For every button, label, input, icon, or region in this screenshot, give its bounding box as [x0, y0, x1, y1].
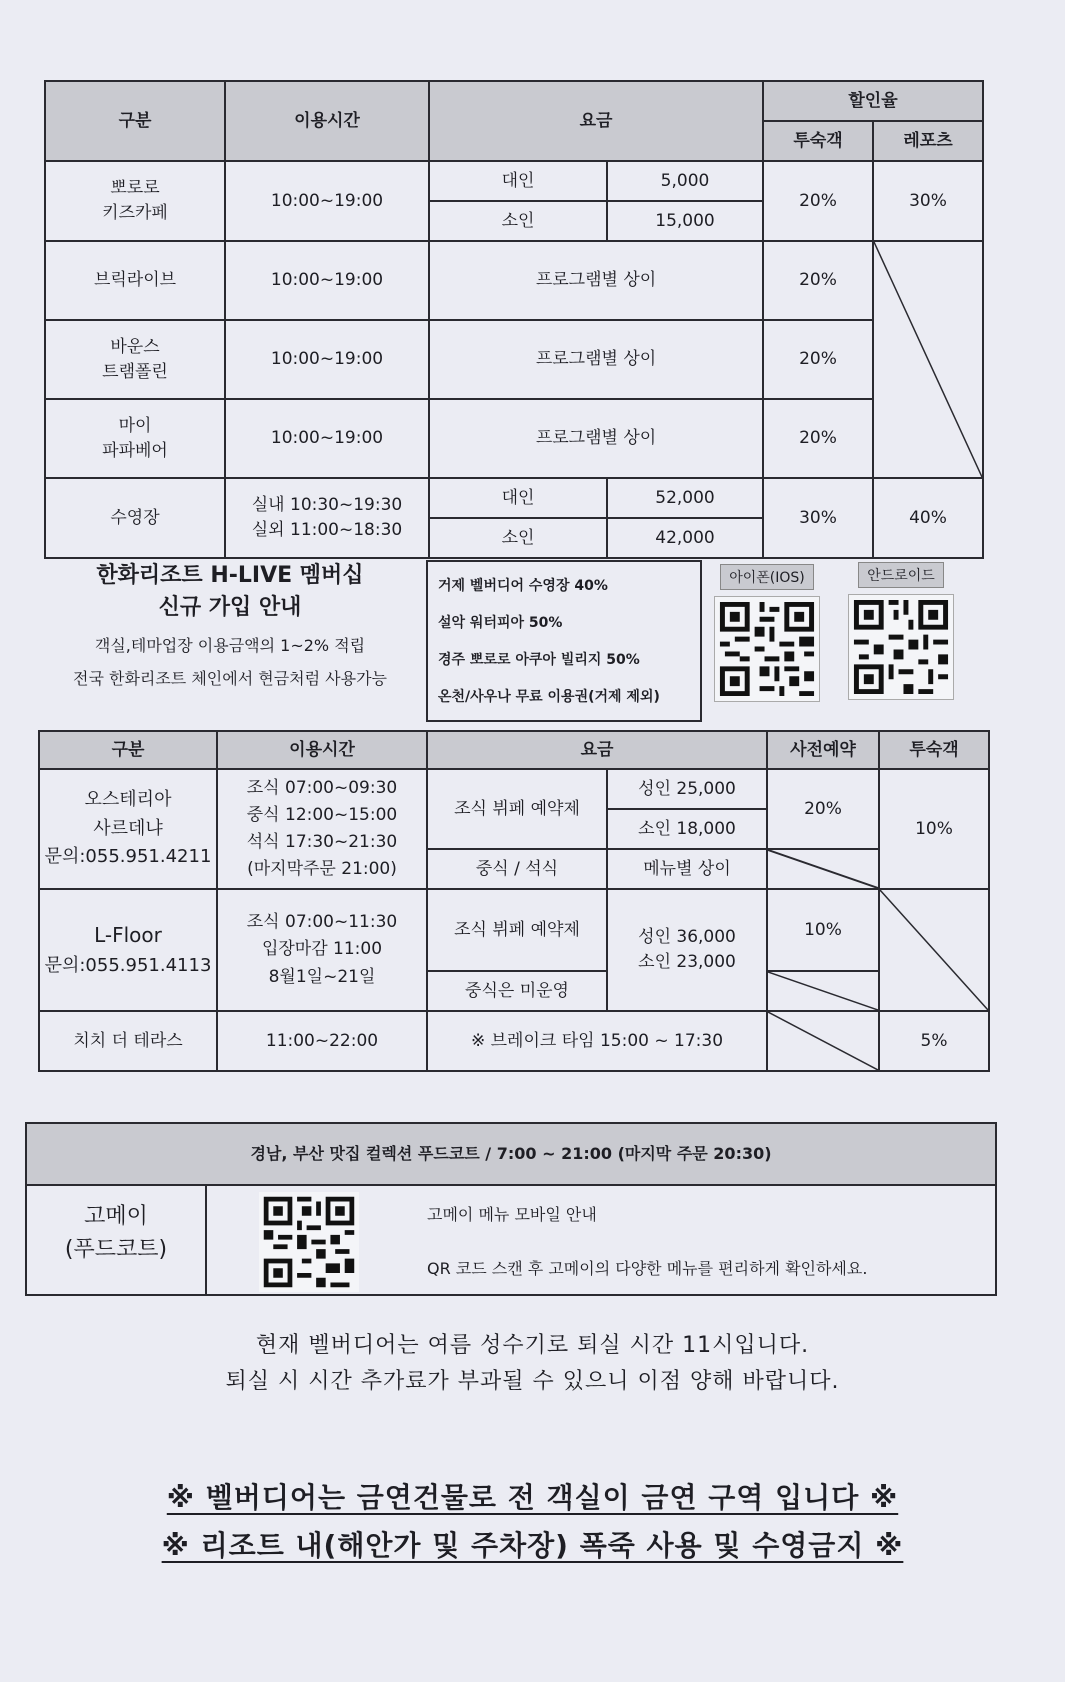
- row-bounce-guest: 20%: [763, 320, 873, 399]
- row-brick-guest: 20%: [763, 241, 873, 320]
- dining-table: [38, 730, 990, 1072]
- benefit-item: 온천/사우나 무료 이용권(거제 제외): [438, 689, 660, 705]
- benefit-item: 설악 워터피아 50%: [438, 615, 563, 631]
- membership-title: 한화리조트 H-LIVE 멤버십: [96, 563, 364, 588]
- row-papa-hours: 10:00~19:00: [225, 399, 429, 478]
- row-pool-name: 수영장: [45, 478, 225, 558]
- row-pool-child-price: 42,000: [607, 518, 763, 558]
- dining-header-hours: 이용시간: [217, 731, 427, 769]
- ostria-lunch: 중식 / 석식: [427, 849, 607, 889]
- header-sports: 레포츠: [873, 121, 983, 161]
- row-pororo-sports: 30%: [873, 161, 983, 241]
- membership-line1: 객실,테마업장 이용금액의 1~2% 적립: [94, 635, 366, 655]
- chichi-guest: 5%: [879, 1011, 989, 1071]
- diagonal-strike-icon: [768, 1012, 878, 1070]
- activity-table: [44, 80, 984, 559]
- row-pool-adult-label: 대인: [429, 478, 607, 518]
- diagonal-strike-icon: [768, 972, 878, 1010]
- foodcourt-text2: QR 코드 스캔 후 고메이의 다양한 메뉴를 편리하게 확인하세요.: [427, 1259, 868, 1278]
- row-papa-name: 마이 파파베어: [45, 399, 225, 478]
- row-bounce-hours: 10:00~19:00: [225, 320, 429, 399]
- dining-header-category: 구분: [39, 731, 217, 769]
- dining-header-guest: 투숙객: [879, 731, 989, 769]
- qr-code-icon[interactable]: [714, 596, 820, 702]
- diagonal-strike-icon: [768, 850, 878, 888]
- row-pororo-name: 뽀로로 키즈카페: [45, 161, 225, 241]
- row-bounce-name: 바운스 트램폴린: [45, 320, 225, 399]
- chichi-name: 치치 더 테라스: [39, 1011, 217, 1071]
- benefit-item: 경주 뽀로로 아쿠아 빌리지 50%: [438, 652, 640, 668]
- qr-android-label: 안드로이드: [858, 562, 944, 588]
- foodcourt-box: [25, 1122, 997, 1296]
- ostria-name: 오스테리아 사르데냐 문의:055.951.4211: [39, 769, 217, 889]
- row-pool-sports: 40%: [873, 478, 983, 558]
- membership-line2: 전국 한화리조트 체인에서 현금처럼 사용가능: [72, 668, 387, 688]
- membership-subtitle: 신규 가입 안내: [158, 594, 302, 620]
- row-pororo-child-label: 소인: [429, 201, 607, 241]
- row-brick-price: 프로그램별 상이: [429, 241, 763, 320]
- header-discount: 할인율: [763, 81, 983, 121]
- row-pororo-child-price: 15,000: [607, 201, 763, 241]
- header-guest: 투숙객: [763, 121, 873, 161]
- qr-code-icon[interactable]: [259, 1192, 359, 1292]
- no-smoking-warning: ※ 벨버디어는 금연건물로 전 객실이 금연 구역 입니다 ※: [166, 1481, 899, 1514]
- header-hours: 이용시간: [225, 81, 429, 161]
- lfloor-reserve: 10%: [767, 889, 879, 971]
- row-pororo-guest: 20%: [763, 161, 873, 241]
- row-brick-hours: 10:00~19:00: [225, 241, 429, 320]
- foodcourt-header: 경남, 부산 맛집 컬렉션 푸드코트 / 7:00 ~ 21:00 (마지막 주문 20:30): [27, 1124, 995, 1186]
- diagonal-strike-icon: [880, 890, 988, 1010]
- row-brick-name: 브릭라이브: [45, 241, 225, 320]
- qr-android-block: [846, 562, 956, 704]
- row-pool-child-label: 소인: [429, 518, 607, 558]
- ostria-hours: 조식 07:00~09:30 중식 12:00~15:00 석식 17:30~21:30 (마지막주문 21:00): [217, 769, 427, 889]
- lfloor-buffet: 조식 뷔페 예약제: [427, 889, 607, 971]
- ostria-menu: 메뉴별 상이: [607, 849, 767, 889]
- ostria-adult: 성인 25,000: [607, 769, 767, 809]
- lfloor-prices: 성인 36,000 소인 23,000: [607, 889, 767, 1011]
- checkout-notice: [0, 1328, 1065, 1400]
- dining-header-price: 요금: [427, 731, 767, 769]
- row-pororo-adult-price: 5,000: [607, 161, 763, 201]
- membership-benefits: [426, 560, 702, 722]
- qr-ios-block: [712, 564, 822, 706]
- diagonal-strike-icon: [874, 242, 982, 477]
- foodcourt-text1: 고메이 메뉴 모바일 안내: [427, 1205, 597, 1224]
- lfloor-lunch: 중식은 미운영: [427, 971, 607, 1011]
- na-cell: [767, 1011, 879, 1071]
- ostria-buffet: 조식 뷔페 예약제: [427, 769, 607, 849]
- firework-warning: ※ 리조트 내(해안가 및 주차장) 폭죽 사용 및 수영금지 ※: [161, 1529, 904, 1562]
- row-pororo-adult-label: 대인: [429, 161, 607, 201]
- sports-na-cell: [873, 241, 983, 478]
- header-category: 구분: [45, 81, 225, 161]
- row-pororo-hours: 10:00~19:00: [225, 161, 429, 241]
- qr-ios-label: 아이폰(IOS): [720, 564, 814, 590]
- header-price: 요금: [429, 81, 763, 161]
- checkout-notice-line1: 현재 벨버디어는 여름 성수기로 퇴실 시간 11시입니다.: [255, 1333, 810, 1358]
- lfloor-hours: 조식 07:00~11:30 입장마감 11:00 8월1일~21일: [217, 889, 427, 1011]
- dining-header-reserve: 사전예약: [767, 731, 879, 769]
- qr-code-icon[interactable]: [848, 594, 954, 700]
- membership-info: [40, 560, 420, 689]
- na-cell: [767, 971, 879, 1011]
- lfloor-name: L-Floor 문의:055.951.4113: [39, 889, 217, 1011]
- na-cell: [879, 889, 989, 1011]
- benefit-item: 거제 벨버디어 수영장 40%: [438, 578, 608, 594]
- ostria-child: 소인 18,000: [607, 809, 767, 849]
- row-pool-guest: 30%: [763, 478, 873, 558]
- chichi-price: ※ 브레이크 타임 15:00 ~ 17:30: [427, 1011, 767, 1071]
- row-pool-hours: 실내 10:30~19:30 실외 11:00~18:30: [225, 478, 429, 558]
- row-papa-guest: 20%: [763, 399, 873, 478]
- na-cell: [767, 849, 879, 889]
- ostria-reserve: 20%: [767, 769, 879, 849]
- chichi-hours: 11:00~22:00: [217, 1011, 427, 1071]
- foodcourt-name: 고메이 (푸드코트): [27, 1186, 207, 1294]
- ostria-guest: 10%: [879, 769, 989, 889]
- row-papa-price: 프로그램별 상이: [429, 399, 763, 478]
- row-bounce-price: 프로그램별 상이: [429, 320, 763, 399]
- checkout-notice-line2: 퇴실 시 시간 추가료가 부과될 수 있으니 이점 양해 바랍니다.: [225, 1369, 840, 1394]
- row-pool-adult-price: 52,000: [607, 478, 763, 518]
